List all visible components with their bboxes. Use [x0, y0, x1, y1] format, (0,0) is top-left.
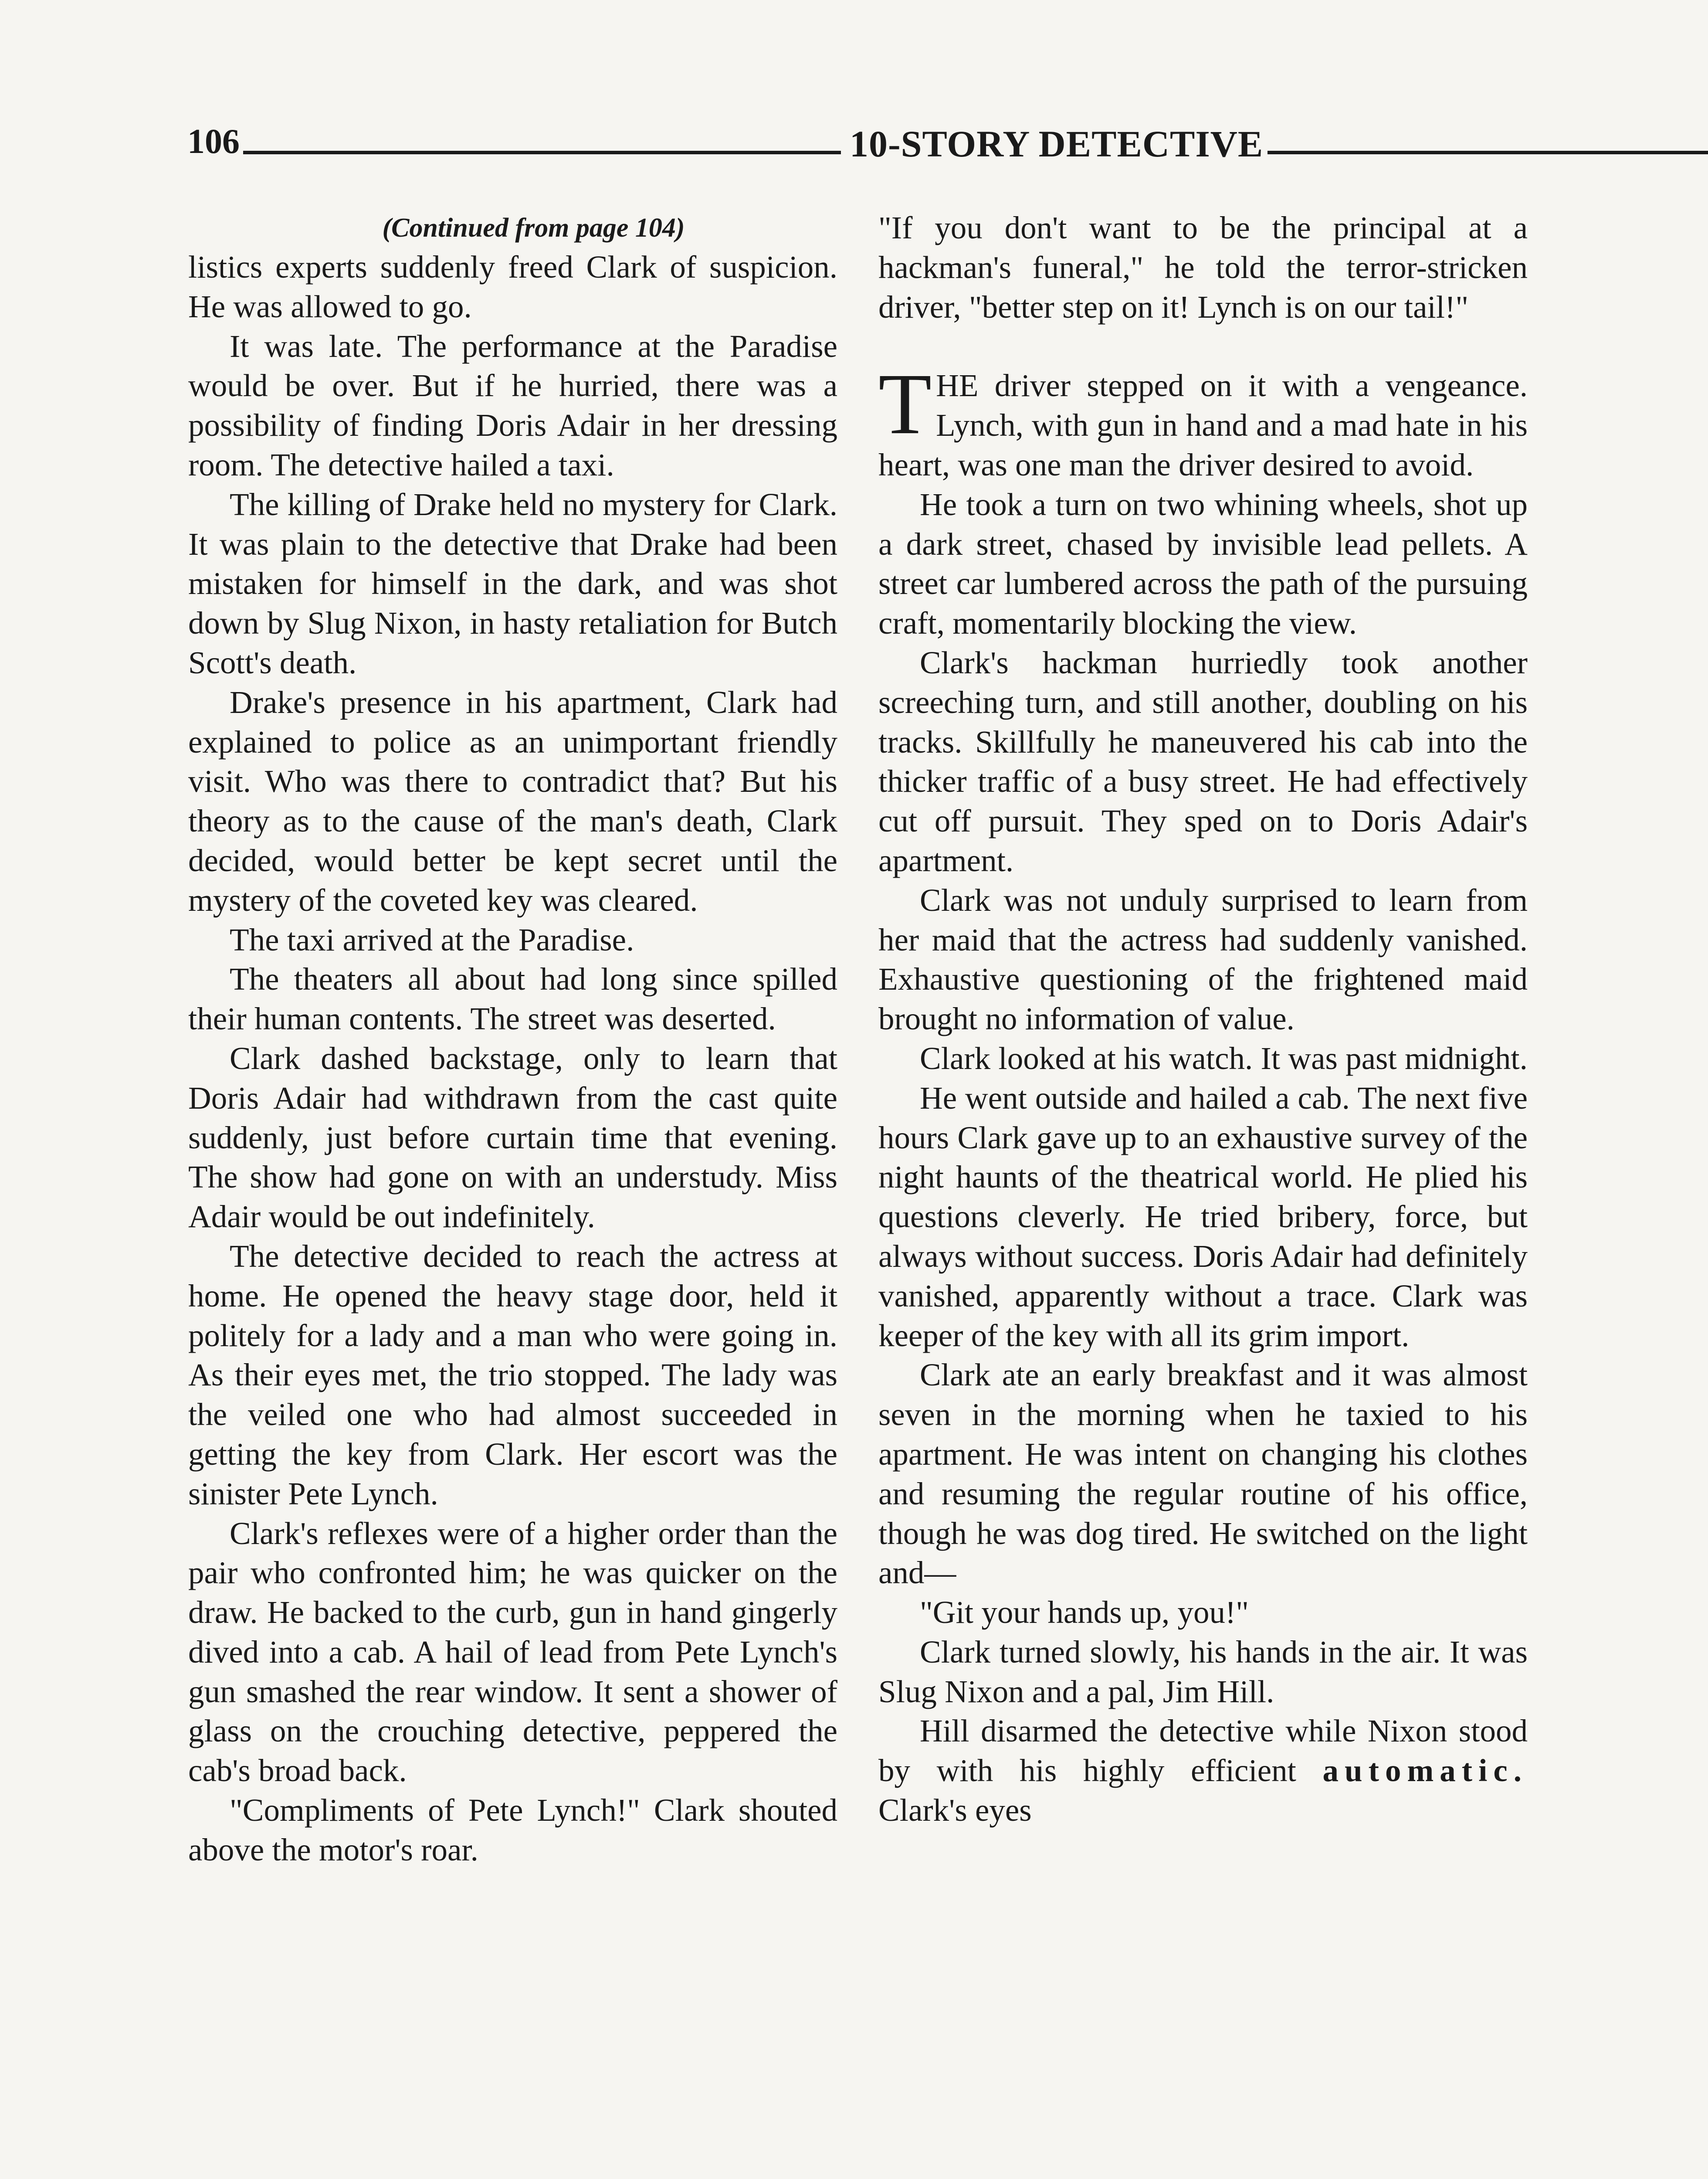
paragraph: It was late. The performance at the Paradise would be over. But if he hurried, there was a possibility of finding Doris Adair in her dressing room. The detective hailed a taxi.: [188, 328, 837, 482]
dropcap-letter: T: [878, 356, 932, 453]
paragraph: "If you don't want to be the principal at a hackman's funeral," he told the terror-stricken driver, "better step on it! Lynch is on our tail!": [878, 210, 1528, 325]
spaced-word: automatic.: [1322, 1753, 1528, 1789]
paragraph: The killing of Drake held no mystery for Clark. It was plain to the detective that Drake had been mistaken for himself in the dark, and was shot down by Slug Nixon, in hasty retaliation for Butch Scott's death.: [188, 486, 837, 680]
header-rule-left: [235, 151, 841, 154]
paragraph: The detective decided to reach the actress at home. He opened the heavy stage door, held it politely for a lady and a man who were going in. As their eyes met, the trio stopped. The lady was the veiled one who had almost succeeded in getting the key from Clark. Her escort was the sinister Pete Lynch.: [188, 1238, 837, 1511]
last-paragraph-end: Clark's eyes: [878, 1792, 1032, 1828]
magazine-title: 10-STORY DETECTIVE: [845, 122, 1267, 166]
paragraph: Clark ate an early breakfast and it was almost seven in the morning when he taxied to his apartment. He was intent on changing his clothes and resuming the regular routine of his office, though he was dog tired. He switched on the light and—: [878, 1357, 1528, 1591]
last-paragraph-start: Hill disarmed the detective while Nixon stood by with his highly efficient: [878, 1713, 1528, 1789]
paragraph: "Compliments of Pete Lynch!" Clark shouted above the motor's roar.: [188, 1792, 837, 1867]
paragraph: Clark's hackman hurriedly took another screeching turn, and still another, doubling on his tracks. Skillfully he maneuvered his cab into the thicker traffic of a busy street. He had effectively cut off pursuit. They sped on to Doris Adair's apartment.: [878, 645, 1528, 878]
paragraph: Clark was not unduly surprised to learn from her maid that the actress had suddenly vanished. Exhaustive questioning of the frightened maid brought no information of value.: [878, 882, 1528, 1037]
paragraph: Drake's presence in his apartment, Clark had explained to police as an unimportant friendly visit. Who was there to contradict that? But his theory as to the cause of the man's death, Clark decided, would better be kept secret until the mystery of the coveted key was cleared.: [188, 684, 837, 918]
paragraph: Clark turned slowly, his hands in the air. It was Slug Nixon and a pal, Jim Hill.: [878, 1634, 1528, 1709]
paragraph: Clark looked at his watch. It was past midnight.: [920, 1040, 1528, 1076]
paragraph: Clark dashed backstage, only to learn that Doris Adair had withdrawn from the cast quite suddenly, just before curtain time that evening. The show had gone on with an understudy. Miss Adair would be out indefinitely.: [188, 1040, 837, 1235]
paragraph-last: [878, 1711, 1528, 1830]
paragraph: "Git your hands up, you!": [920, 1595, 1249, 1630]
paragraph: He went outside and hailed a cab. The next five hours Clark gave up to an exhaustive survey of the night haunts of the theatrical world. He plied his questions cleverly. He tried bribery, force, but always without success. Doris Adair had definitely vanished, apparently without a trace. Clark was keeper of the key with all its grim import.: [878, 1080, 1528, 1353]
paragraph: Clark's reflexes were of a higher order than the pair who confronted him; he was quicker on the draw. He backed to the curb, gun in hand gingerly dived into a cab. A hail of lead from Pete Lynch's gun smashed the rear window. It sent a shower of glass on the crouching detective, peppered the cab's broad back.: [188, 1515, 837, 1789]
left-column: [188, 208, 837, 1870]
paragraph: The theaters all about had long since spilled their human contents. The street was deserted.: [188, 961, 837, 1037]
right-column: [878, 208, 1528, 1830]
paragraph: The taxi arrived at the Paradise.: [230, 922, 634, 957]
page-number: 106: [187, 122, 243, 162]
page-header: [187, 122, 1521, 174]
paragraph: listics experts suddenly freed Clark of suspicion. He was allowed to go.: [188, 249, 837, 324]
dropcap-text: HE driver stepped on it with a vengeance. Lynch, with gun in hand and a mad hate in his heart, was one man the driver desired to avoid.: [878, 368, 1528, 482]
continuation-note: (Continued from page 104): [382, 213, 685, 243]
paragraph: He took a turn on two whining wheels, shot up a dark street, chased by invisible lead pellets. A street car lumbered across the path of the pursuing craft, momentarily blocking the view.: [878, 486, 1528, 641]
dropcap-paragraph: [878, 356, 1528, 485]
